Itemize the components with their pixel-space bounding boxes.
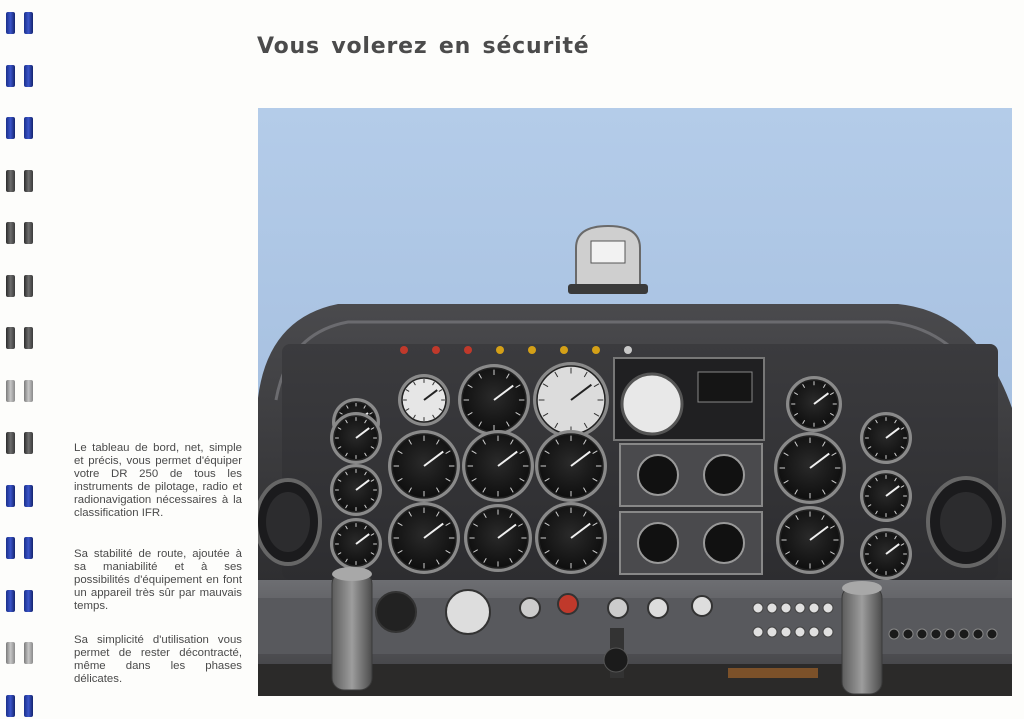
panel-switch — [753, 627, 763, 637]
page-title: Vous volerez en sécurité — [257, 34, 590, 59]
panel-switch — [945, 629, 955, 639]
panel-switch — [889, 629, 899, 639]
instrument-dial — [535, 430, 607, 502]
instrument-dial — [464, 504, 532, 572]
warning-light — [464, 346, 472, 354]
caption-paragraph-1: Le tableau de bord, net, simple et précis, vous permet d'équiper votre DR 250 de tous les instruments de pilotage, radio et radionavigation nécessaires à la classification IFR. — [74, 442, 242, 519]
instrument-dial — [786, 376, 842, 432]
binding-ring — [6, 115, 36, 141]
binding-ring — [6, 378, 36, 404]
binding-ring — [6, 325, 36, 351]
instrument-dial — [860, 412, 912, 464]
binding-ring — [6, 430, 36, 456]
panel-switch — [903, 629, 913, 639]
control-yoke-left — [332, 567, 372, 690]
caption-paragraph-3: Sa simplicité d'utilisation vous permet de rester décontracté, même dans les phases délicates. — [74, 634, 242, 685]
instrument-dial — [330, 464, 382, 516]
binding-ring — [6, 168, 36, 194]
instrument-dial — [458, 364, 530, 436]
instrument-dial — [774, 432, 846, 504]
panel-switch — [973, 629, 983, 639]
panel-switch — [823, 627, 833, 637]
control-yoke-right — [842, 581, 882, 694]
air-vent-right — [928, 478, 1004, 566]
instrument-dial — [388, 502, 460, 574]
panel-switch — [823, 603, 833, 613]
panel-switch — [809, 603, 819, 613]
panel-switch — [931, 629, 941, 639]
warning-light — [400, 346, 408, 354]
binding-ring — [6, 535, 36, 561]
caption-paragraph-2: Sa stabilité de route, ajoutée à sa maniabilité et à ses possibilités d'équipement en font un appareil très sûr par mauvais temps. — [74, 548, 242, 612]
panel-switch — [795, 627, 805, 637]
cockpit-photo — [258, 108, 1012, 696]
cockpit-illustration — [258, 108, 1012, 696]
panel-switch — [795, 603, 805, 613]
instrument-dial — [776, 506, 844, 574]
binding-ring — [6, 483, 36, 509]
instrument-dial — [330, 518, 382, 570]
panel-knob — [376, 592, 416, 632]
panel-switch — [781, 603, 791, 613]
panel-switch — [767, 603, 777, 613]
warning-light — [592, 346, 600, 354]
warning-light — [432, 346, 440, 354]
instrument-dial — [860, 528, 912, 580]
instrument-dial — [388, 430, 460, 502]
binding-ring — [6, 273, 36, 299]
panel-switch — [809, 627, 819, 637]
panel-knob — [608, 598, 628, 618]
binding-ring — [6, 220, 36, 246]
panel-knob — [446, 590, 490, 634]
instrument-dial — [533, 362, 609, 438]
panel-knob — [648, 598, 668, 618]
instrument-dial — [860, 470, 912, 522]
instrument-dial — [330, 412, 382, 464]
panel-knob — [520, 598, 540, 618]
warning-light — [560, 346, 568, 354]
warning-light — [624, 346, 632, 354]
panel-switch — [753, 603, 763, 613]
spiral-binding — [0, 0, 48, 715]
panel-switch — [959, 629, 969, 639]
warning-light — [528, 346, 536, 354]
panel-switch — [781, 627, 791, 637]
warning-light — [496, 346, 504, 354]
air-vent-left — [258, 480, 320, 564]
panel-switch — [917, 629, 927, 639]
binding-ring — [6, 588, 36, 614]
instrument-dial — [398, 374, 450, 426]
panel-switch — [987, 629, 997, 639]
panel-switch — [767, 627, 777, 637]
panel-knob — [692, 596, 712, 616]
instrument-dial — [462, 430, 534, 502]
binding-ring — [6, 10, 36, 36]
instrument-dial — [535, 502, 607, 574]
radio-stack — [614, 358, 764, 574]
binding-ring — [6, 640, 36, 666]
panel-knob — [558, 594, 578, 614]
binding-ring — [6, 63, 36, 89]
compass — [568, 226, 648, 294]
